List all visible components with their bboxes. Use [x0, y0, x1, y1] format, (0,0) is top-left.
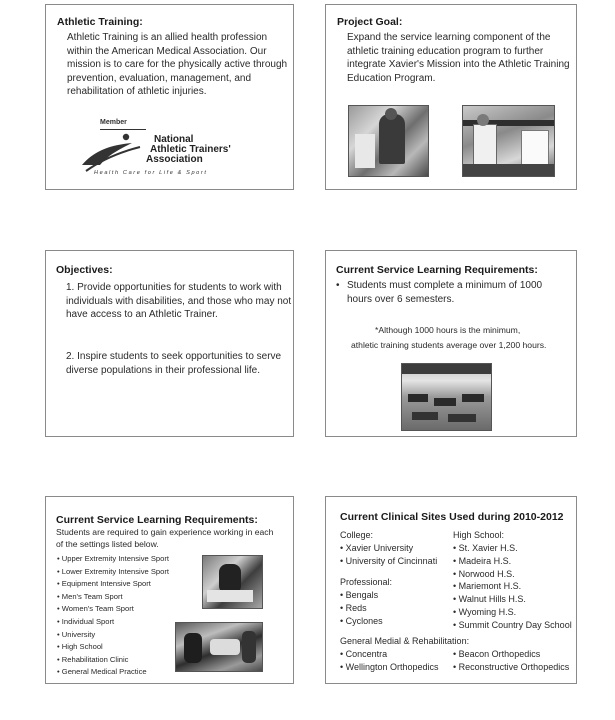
- slide-settings: [45, 496, 294, 684]
- list-item: • University of Cincinnati: [340, 555, 438, 566]
- general-label: General Medial & Rehabilitation:: [340, 636, 470, 646]
- photo-training-room-2: [462, 105, 555, 177]
- photo-training-facility: [401, 363, 492, 431]
- list-item: • Concentra: [340, 649, 388, 659]
- list-item: • Xavier University: [340, 543, 414, 553]
- list-item: • University: [57, 629, 96, 639]
- slide-title: Athletic Training:: [57, 16, 143, 28]
- slide-athletic-training: [45, 4, 294, 190]
- list-item: • Wyoming H.S.: [453, 606, 517, 617]
- list-item: • Individual Sport: [57, 616, 115, 626]
- objective-1: 1. Provide opportunities for students to work with individuals with disabilities, and those who may not have access to an Athletic Trainer.: [66, 282, 292, 321]
- bullet-text: Students must complete a minimum of 1000 hours over 6 semesters.: [347, 280, 543, 305]
- photo-sideline-care: [202, 555, 263, 609]
- list-item: • Rehabilitation Clinic: [57, 654, 129, 664]
- college-list: [340, 542, 437, 568]
- objective-2: 2. Inspire students to seek opportunities to serve diverse populations in their professional life.: [66, 351, 282, 376]
- logo-member-text: Member: [100, 119, 127, 126]
- list-item: • St. Xavier H.S.: [453, 543, 518, 553]
- bullet-minimum-hours: [336, 279, 568, 306]
- slide-body: Expand the service learning component of the athletic training education program to further integrate Xavier's Mission into the Athletic Training Education Program.: [347, 32, 570, 84]
- list-item: • Reconstructive Orthopedics: [453, 661, 570, 672]
- professional-label: Professional:: [340, 577, 393, 587]
- list-item: • Men's Team Sport: [57, 591, 123, 601]
- slide-objectives: [45, 250, 294, 437]
- general-list-right: [453, 648, 569, 674]
- list-item: • General Medical Practice: [57, 667, 147, 677]
- slide-body: Athletic Training is an allied health profession within the American Medical Association. Our mission is to care for the physically active through prevention, evaluation, management, and rehabilitation of athletic injuries.: [67, 32, 288, 98]
- general-list-left: [340, 648, 439, 674]
- logo-line-athletic-trainers: Athletic Trainers': [150, 144, 231, 155]
- list-item: • High School: [57, 642, 103, 652]
- list-item: • Cyclones: [340, 615, 383, 626]
- photo-field-injury: [175, 622, 263, 672]
- slide-title: Current Clinical Sites Used during 2010-2012: [340, 511, 564, 523]
- logo-figure-icon: [80, 131, 150, 175]
- college-label: College:: [340, 530, 374, 540]
- photo-training-room-1: [348, 105, 429, 177]
- slide-service-learning-hours: [325, 250, 577, 437]
- list-item: • Madeira H.S.: [453, 555, 512, 566]
- slide-clinical-sites: [325, 496, 577, 684]
- list-item: • Wellington Orthopedics: [340, 661, 439, 672]
- list-item: • Summit Country Day School: [453, 619, 572, 630]
- note-line-1: *Although 1000 hours is the minimum,: [375, 325, 521, 335]
- list-item: • Equipment Intensive Sport: [57, 579, 151, 589]
- slide-project-goal: [325, 4, 577, 190]
- list-item: • Walnut Hills H.S.: [453, 594, 526, 605]
- highschool-list: [453, 542, 572, 632]
- list-item: • Upper Extremity Intensive Sport: [57, 554, 169, 563]
- logo-tagline: Health Care for Life & Sport: [94, 170, 208, 176]
- list-item: • Women's Team Sport: [57, 604, 134, 614]
- list-item: • Beacon Orthopedics: [453, 649, 541, 659]
- logo-line-association: Association: [146, 154, 203, 165]
- list-item: • Mariemont H.S.: [453, 581, 522, 592]
- slide-title: Current Service Learning Requirements:: [56, 514, 258, 526]
- list-item: • Lower Extremity Intensive Sport: [57, 566, 169, 576]
- nata-logo: [80, 119, 250, 179]
- settings-intro: Students are required to gain experience working in each of the settings listed below.: [56, 527, 274, 549]
- logo-line-national: National: [154, 134, 194, 145]
- settings-list: [57, 553, 169, 679]
- list-item: • Reds: [340, 602, 367, 613]
- note-line-2: athletic training students average over 1,200 hours.: [351, 340, 547, 350]
- professional-list: [340, 589, 383, 627]
- logo-underline: [100, 129, 146, 130]
- slide-title: Project Goal:: [337, 16, 403, 28]
- slide-title: Objectives:: [56, 264, 113, 276]
- list-item: • Norwood H.S.: [453, 568, 515, 579]
- slide-title: Current Service Learning Requirements:: [336, 264, 538, 276]
- list-item: • Bengals: [340, 590, 379, 600]
- bullet-icon: •: [336, 280, 340, 291]
- highschool-label: High School:: [453, 530, 505, 540]
